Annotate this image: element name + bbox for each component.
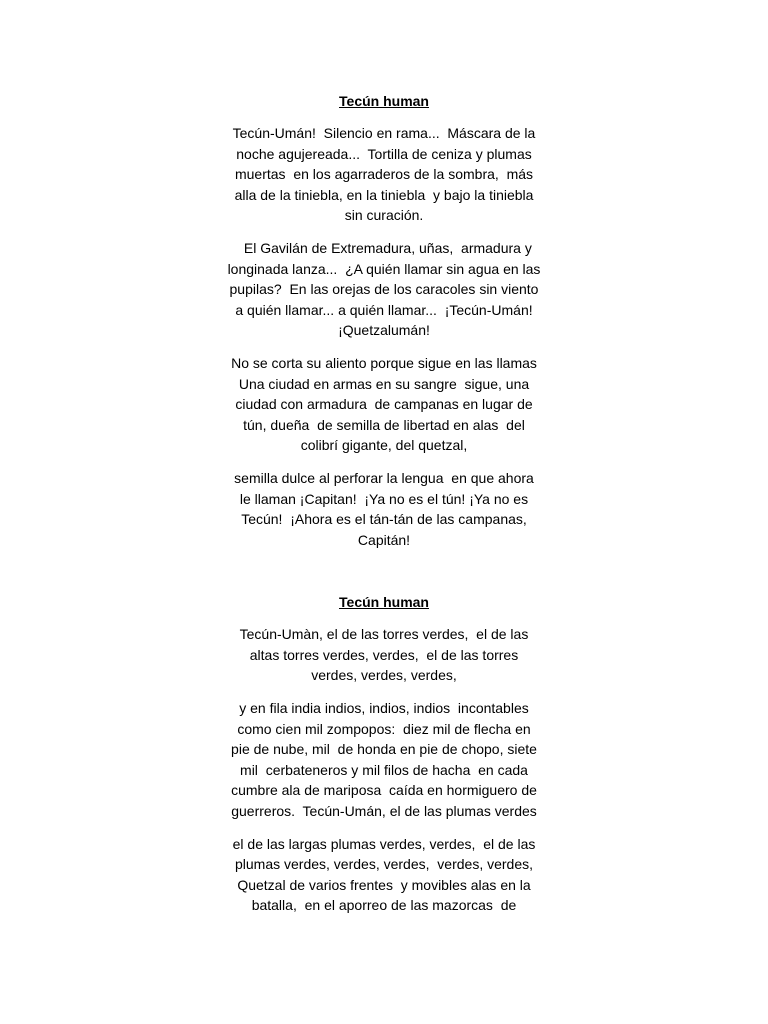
poem-section-2 — [204, 592, 564, 916]
verse-line: Quetzal de varios frentes y movibles alas en la — [237, 876, 531, 893]
verse-line: sin curación. — [344, 207, 424, 224]
document-page — [204, 91, 564, 928]
verse-line: alla de la tiniebla, en la tiniebla y bajo la tiniebla — [234, 186, 534, 203]
verse-line: No se corta su aliento porque sigue en las llamas — [231, 354, 537, 371]
verse-line: Una ciudad en armas en su sangre sigue, una — [238, 375, 530, 392]
verse-line: Capitán! — [357, 531, 411, 548]
verse-line: longinada lanza... ¿A quién llamar sin agua en las — [227, 260, 541, 277]
stanza-2 — [204, 698, 564, 822]
verse-line: muertas en los agarraderos de la sombra, más — [234, 166, 534, 183]
verse-line: ciudad con armadura de campanas en lugar de — [235, 396, 533, 413]
verse-line: Tecún-Umàn, el de las torres verdes, el de las — [239, 626, 529, 643]
stanza-2 — [204, 238, 564, 341]
verse-line: semilla dulce al perforar la lengua en que ahora — [234, 469, 534, 486]
poem-title: Tecún human — [339, 594, 429, 611]
stanza-1 — [204, 624, 564, 686]
verse-line: El Gavilán de Extremadura, uñas, armadura y — [236, 239, 532, 256]
verse-line: le llaman ¡Capitan! ¡Ya no es el tún! ¡Ya no es — [239, 490, 529, 507]
verse-line: cumbre ala de mariposa caída en hormiguero de — [231, 782, 537, 799]
verse-line: Tecún! ¡Ahora es el tán-tán de las campanas, — [241, 511, 527, 528]
verse-line: a quién llamar... a quién llamar... ¡Tecún-Umán! — [235, 301, 533, 318]
verse-line: batalla, en el aporreo de las mazorcas de — [251, 897, 517, 914]
verse-line: pupilas? En las orejas de los caracoles sin viento — [229, 281, 539, 298]
verse-line: verdes, verdes, verdes, — [311, 667, 457, 684]
verse-line: Tecún-Umán! Silencio en rama... Máscara de la — [232, 125, 536, 141]
verse-line: y en fila india indios, indios, indios incontables — [239, 700, 529, 717]
verse-line: pie de nube, mil de honda en pie de chopo, siete — [231, 741, 537, 758]
verse-line: plumas verdes, verdes, verdes, verdes, verdes, — [234, 856, 534, 873]
verse-line: guerreros. Tecún-Umán, el de las plumas verdes — [231, 803, 537, 820]
verse-line: el de las largas plumas verdes, verdes, el de las — [232, 835, 536, 852]
stanza-1 — [204, 123, 564, 226]
stanza-4 — [204, 468, 564, 550]
verse-line: noche agujereada... Tortilla de ceniza y plumas — [236, 145, 532, 162]
stanza-3 — [204, 834, 564, 916]
verse-line: altas torres verdes, verdes, el de las torres — [249, 646, 519, 663]
verse-line: tún, dueña de semilla de libertad en alas del — [243, 416, 525, 433]
verse-line: colibrí gigante, del quetzal, — [300, 437, 468, 454]
verse-line: ¡Quetzalumán! — [338, 322, 430, 339]
verse-line: mil cerbateneros y mil filos de hacha en cada — [240, 761, 528, 778]
stanza-3 — [204, 353, 564, 456]
poem-title: Tecún human — [339, 93, 429, 109]
poem-section-1 — [204, 91, 564, 550]
verse-line: como cien mil zompopos: diez mil de flecha en — [237, 720, 531, 737]
